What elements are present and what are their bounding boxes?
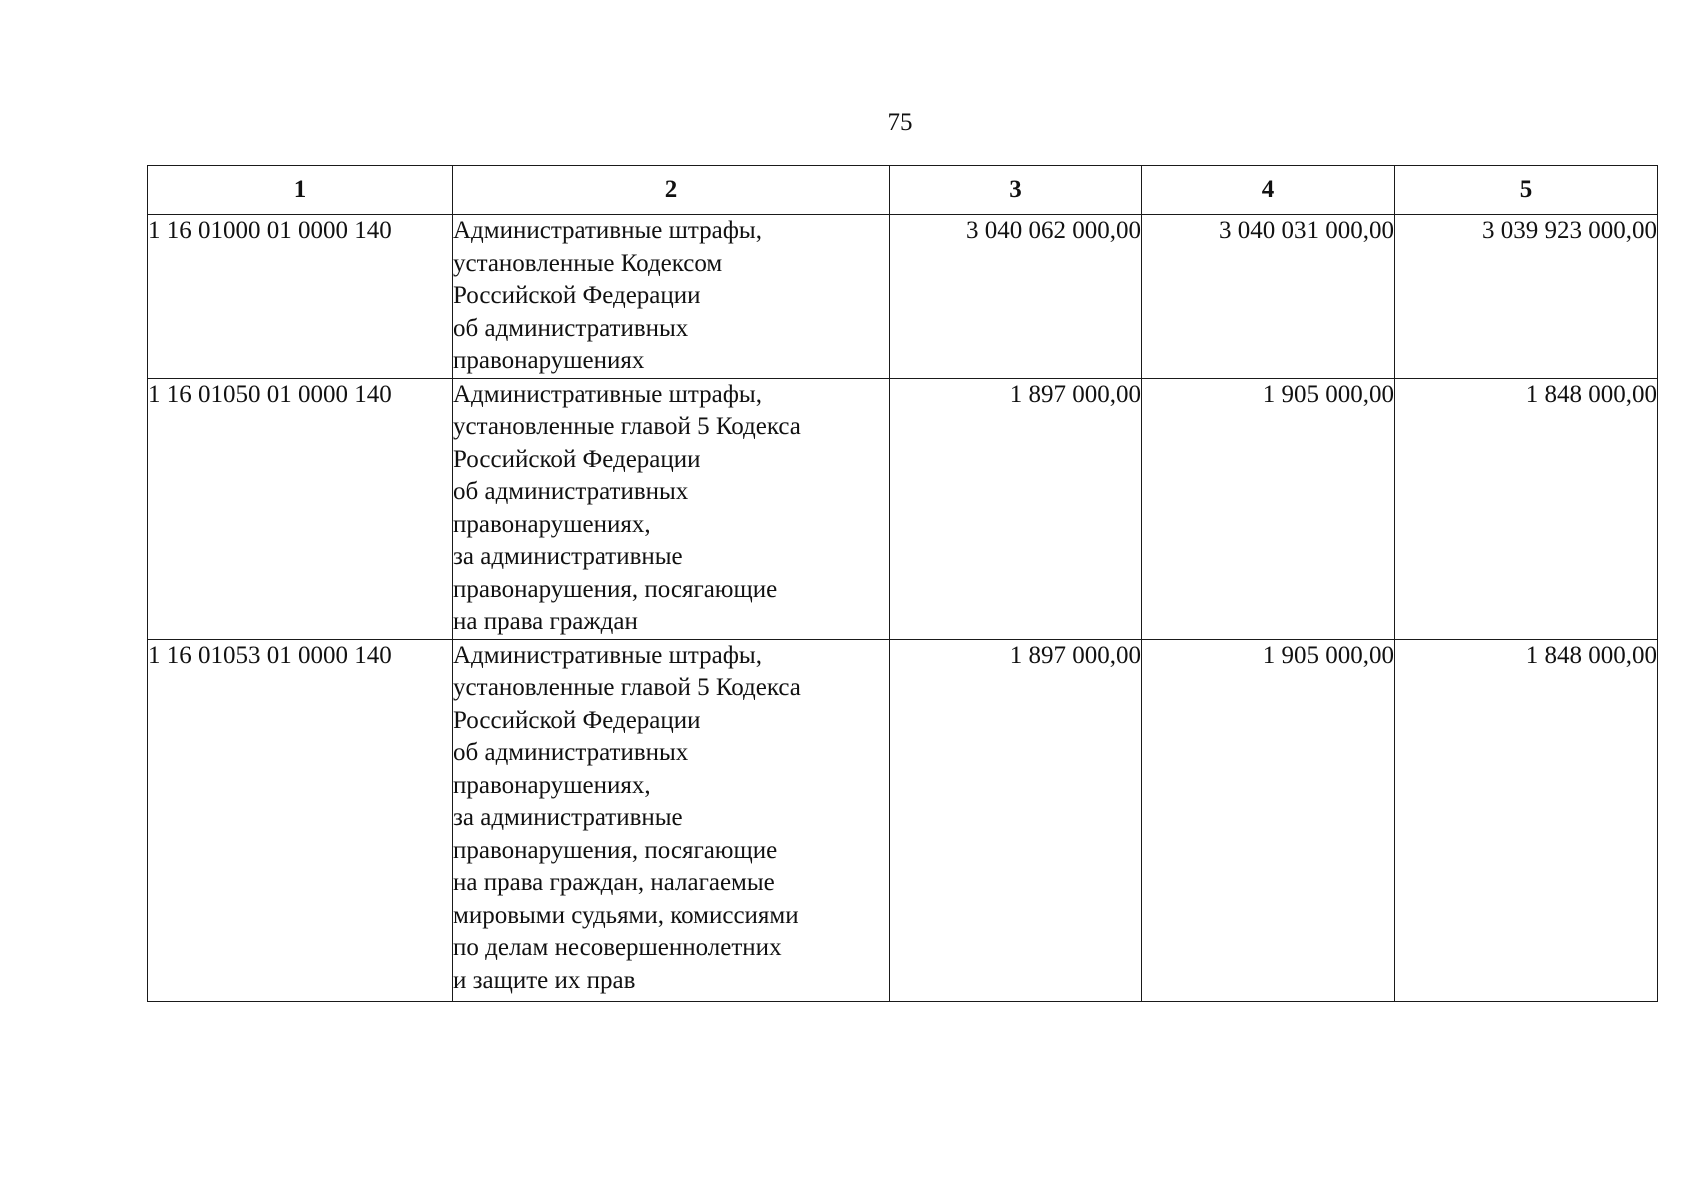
- name-line: установленные главой 5 Кодекса: [453, 674, 801, 701]
- name-line: правонарушениях,: [453, 771, 651, 799]
- name-line: об административных: [453, 739, 689, 766]
- column-header-1: 1: [148, 166, 453, 215]
- table-row: [148, 639, 1658, 1001]
- name-line: Российской Федерации: [453, 282, 701, 309]
- table-row: [148, 215, 1658, 379]
- amount-col3-cell: 1 897 000,00: [890, 378, 1142, 639]
- amount-col4-cell: 1 905 000,00: [1142, 639, 1395, 1001]
- table-header-row: [148, 166, 1658, 215]
- name-line: Российской Федерации: [453, 706, 701, 734]
- name-line: за административные: [453, 804, 683, 831]
- column-header-3: 3: [890, 166, 1142, 215]
- name-line: Административные штрафы,: [453, 641, 762, 669]
- revenue-name-cell: [453, 639, 890, 1001]
- name-line: Российской Федерации: [453, 445, 701, 473]
- budget-code-cell: 1 16 01000 01 0000 140: [148, 215, 453, 379]
- budget-table: [147, 165, 1658, 1002]
- name-line: на права граждан, налагаемые: [453, 869, 775, 896]
- budget-code-cell: 1 16 01053 01 0000 140: [148, 639, 453, 1001]
- amount-col5-cell: 1 848 000,00: [1395, 378, 1658, 639]
- page-number: 75: [887, 109, 913, 136]
- revenue-name-cell: [453, 215, 890, 379]
- name-line: по делам несовершеннолетних: [453, 934, 782, 961]
- name-line: установленные Кодексом: [453, 249, 723, 277]
- column-header-5: 5: [1395, 166, 1658, 215]
- amount-col3-cell: 3 040 062 000,00: [890, 215, 1142, 379]
- amount-col5-cell: 1 848 000,00: [1395, 639, 1658, 1001]
- table-row: [148, 378, 1658, 639]
- name-line: правонарушения, посягающие: [453, 575, 778, 603]
- amount-col4-cell: 3 040 031 000,00: [1142, 215, 1395, 379]
- name-line: за административные: [453, 543, 683, 570]
- name-line: правонарушениях: [453, 347, 645, 374]
- amount-col3-cell: 1 897 000,00: [890, 639, 1142, 1001]
- name-line: Административные штрафы,: [453, 217, 762, 244]
- name-line: на права граждан: [453, 608, 638, 635]
- budget-code-cell: 1 16 01050 01 0000 140: [148, 378, 453, 639]
- name-line: мировыми судьями, комиссиями: [453, 901, 799, 929]
- revenue-name-cell: [453, 378, 890, 639]
- name-line: об административных: [453, 478, 689, 505]
- name-line: об административных: [453, 314, 689, 342]
- name-line: Административные штрафы,: [453, 380, 762, 408]
- name-line: правонарушения, посягающие: [453, 836, 778, 864]
- amount-col4-cell: 1 905 000,00: [1142, 378, 1395, 639]
- name-line: установленные главой 5 Кодекса: [453, 413, 801, 440]
- name-line: правонарушениях,: [453, 510, 651, 538]
- column-header-4: 4: [1142, 166, 1395, 215]
- amount-col5-cell: 3 039 923 000,00: [1395, 215, 1658, 379]
- name-line: и защите их прав: [453, 966, 636, 994]
- column-header-2: 2: [453, 166, 890, 215]
